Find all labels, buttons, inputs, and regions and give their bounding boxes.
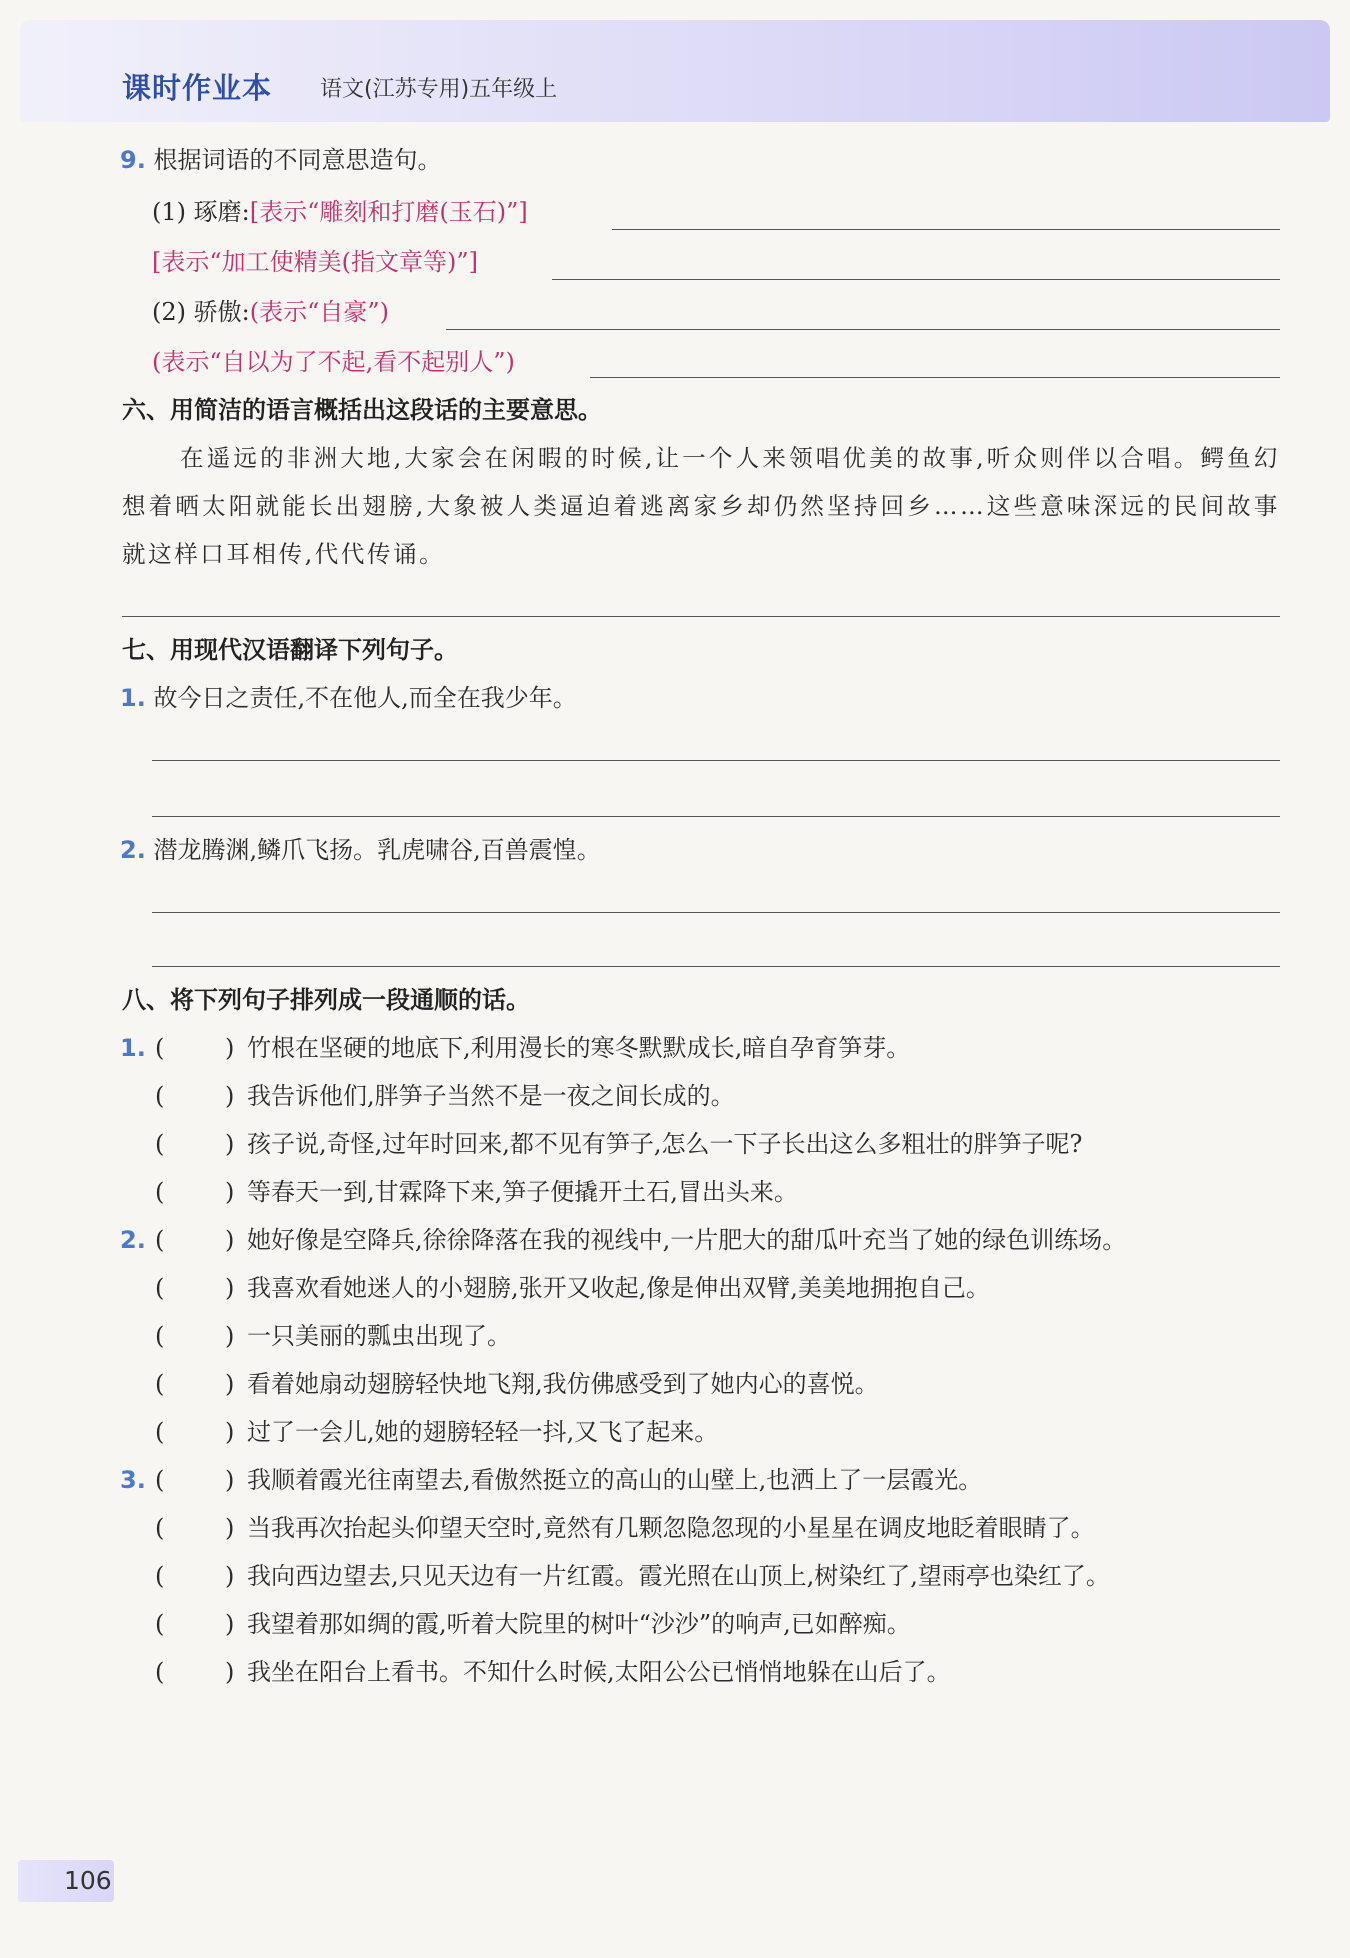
- s8-paren-open[interactable]: (: [155, 1418, 165, 1446]
- s8-group-number: 1.: [120, 1034, 146, 1062]
- q9-item-hint: (表示“自以为了不起,看不起别人”): [152, 348, 515, 376]
- q9-item-hint: (表示“自豪”): [249, 298, 389, 326]
- s8-paren-open[interactable]: (: [155, 1130, 165, 1158]
- s7-answer-line-1b[interactable]: [152, 816, 1280, 817]
- s7-answer-line-2a[interactable]: [152, 912, 1280, 913]
- s8-paren-open[interactable]: (: [155, 1610, 165, 1638]
- s8-paren-open[interactable]: (: [155, 1514, 165, 1542]
- s8-paren-close: ): [225, 1082, 235, 1110]
- s8-sentence: 我望着那如绸的霞,听着大院里的树叶“沙沙”的响声,已如醉痴。: [247, 1610, 911, 1638]
- section-7-title: 七、用现代汉语翻译下列句子。: [122, 636, 458, 664]
- q9-prompt-line: [120, 144, 441, 176]
- s8-paren-close: ): [225, 1418, 235, 1446]
- s8-paren-open[interactable]: (: [155, 1658, 165, 1686]
- s8-paren-open[interactable]: (: [155, 1082, 165, 1110]
- book-subtitle: 语文(江苏专用)五年级上: [320, 77, 558, 102]
- s8-paren-close: ): [225, 1130, 235, 1158]
- s8-sentence: 过了一会儿,她的翅膀轻轻一抖,又飞了起来。: [247, 1418, 719, 1446]
- s8-paren-open[interactable]: (: [155, 1322, 165, 1350]
- s8-group-number: 2.: [120, 1226, 146, 1254]
- s8-paren-open[interactable]: (: [155, 1466, 165, 1494]
- s8-paren-open[interactable]: (: [155, 1562, 165, 1590]
- s7-answer-line-1a[interactable]: [152, 760, 1280, 761]
- section-6-passage: 在遥远的非洲大地,大家会在闲暇的时候,让一个人来领唱优美的故事,听众则伴以合唱。鳄鱼幻想着晒太阳就能长出翅膀,大象被人类逼迫着逃离家乡却仍然坚持回乡……这些意味深远的民间故事就这样口耳相传,代代传诵。: [122, 444, 1280, 568]
- s8-sentence: 我告诉他们,胖笋子当然不是一夜之间长成的。: [247, 1082, 735, 1110]
- s8-sentence: 我喜欢看她迷人的小翅膀,张开又收起,像是伸出双臂,美美地拥抱自己。: [247, 1274, 990, 1302]
- q9-item-1: [152, 196, 528, 228]
- s8-paren-open[interactable]: (: [155, 1226, 165, 1254]
- s8-paren-close: ): [225, 1466, 235, 1494]
- s8-paren-close: ): [225, 1274, 235, 1302]
- s8-sentence: 她好像是空降兵,徐徐降落在我的视线中,一片肥大的甜瓜叶充当了她的绿色训练场。: [247, 1226, 1127, 1254]
- q9-item-hint: [表示“雕刻和打磨(玉石)”]: [249, 198, 528, 226]
- q9-item-hint: [表示“加工使精美(指文章等)”]: [152, 248, 478, 276]
- s7-item-1: [120, 682, 577, 714]
- s8-paren-close: ): [225, 1178, 235, 1206]
- s8-sentence: 我坐在阳台上看书。不知什么时候,太阳公公已悄悄地躲在山后了。: [247, 1658, 951, 1686]
- q9-prompt: 根据词语的不同意思造句。: [153, 146, 442, 174]
- s7-item-text: 潜龙腾渊,鳞爪飞扬。乳虎啸谷,百兽震惶。: [153, 836, 601, 864]
- q9-item-prefix: (1) 琢磨:: [152, 198, 250, 226]
- s8-sentence: 我顺着霞光往南望去,看傲然挺立的高山的山壁上,也洒上了一层霞光。: [247, 1466, 983, 1494]
- s8-paren-close: ): [225, 1034, 235, 1062]
- s8-sentence: 我向西边望去,只见天边有一片红霞。霞光照在山顶上,树染红了,望雨亭也染红了。: [247, 1562, 1110, 1590]
- q9-item-prefix: (2) 骄傲:: [152, 298, 250, 326]
- q9-item-3: [152, 296, 389, 328]
- s8-paren-open[interactable]: (: [155, 1034, 165, 1062]
- section-6-answer-line[interactable]: [122, 616, 1280, 617]
- q9-item-2: [152, 246, 478, 278]
- page-number: 106: [64, 1866, 112, 1895]
- q9-answer-line-1[interactable]: [612, 229, 1280, 230]
- s8-paren-close: ): [225, 1514, 235, 1542]
- s8-sentence: 竹根在坚硬的地底下,利用漫长的寒冬默默成长,暗自孕育笋芽。: [247, 1034, 911, 1062]
- brand-title: 课时作业本: [122, 71, 273, 105]
- q9-answer-line-3[interactable]: [446, 329, 1280, 330]
- s8-sentence: 看着她扇动翅膀轻快地飞翔,我仿佛感受到了她内心的喜悦。: [247, 1370, 879, 1398]
- s7-item-number: 1.: [120, 684, 146, 712]
- s8-sentence: 孩子说,奇怪,过年时回来,都不见有笋子,怎么一下子长出这么多粗壮的胖笋子呢?: [247, 1130, 1083, 1158]
- s8-sentence: 等春天一到,甘霖降下来,笋子便撬开土石,冒出头来。: [247, 1178, 798, 1206]
- s8-paren-close: ): [225, 1322, 235, 1350]
- s8-paren-open[interactable]: (: [155, 1370, 165, 1398]
- s7-item-number: 2.: [120, 836, 146, 864]
- section-8-title: 八、将下列句子排列成一段通顺的话。: [122, 986, 530, 1014]
- s8-paren-close: ): [225, 1370, 235, 1398]
- s7-answer-line-2b[interactable]: [152, 966, 1280, 967]
- s7-item-text: 故今日之责任,不在他人,而全在我少年。: [153, 684, 577, 712]
- q9-number: 9.: [120, 146, 146, 174]
- section-6-title: 六、用简洁的语言概括出这段话的主要意思。: [122, 396, 602, 424]
- s8-paren-open[interactable]: (: [155, 1274, 165, 1302]
- q9-item-4: [152, 346, 515, 378]
- s8-paren-close: ): [225, 1226, 235, 1254]
- s8-sentence: 一只美丽的瓢虫出现了。: [247, 1322, 511, 1350]
- s8-sentence: 当我再次抬起头仰望天空时,竟然有几颗忽隐忽现的小星星在调皮地眨着眼睛了。: [247, 1514, 1095, 1542]
- s8-paren-close: ): [225, 1562, 235, 1590]
- s8-paren-close: ): [225, 1610, 235, 1638]
- q9-answer-line-2[interactable]: [552, 279, 1280, 280]
- q9-answer-line-4[interactable]: [590, 377, 1280, 378]
- s8-paren-open[interactable]: (: [155, 1178, 165, 1206]
- s7-item-2: [120, 834, 601, 866]
- s8-paren-close: ): [225, 1658, 235, 1686]
- s8-group-number: 3.: [120, 1466, 146, 1494]
